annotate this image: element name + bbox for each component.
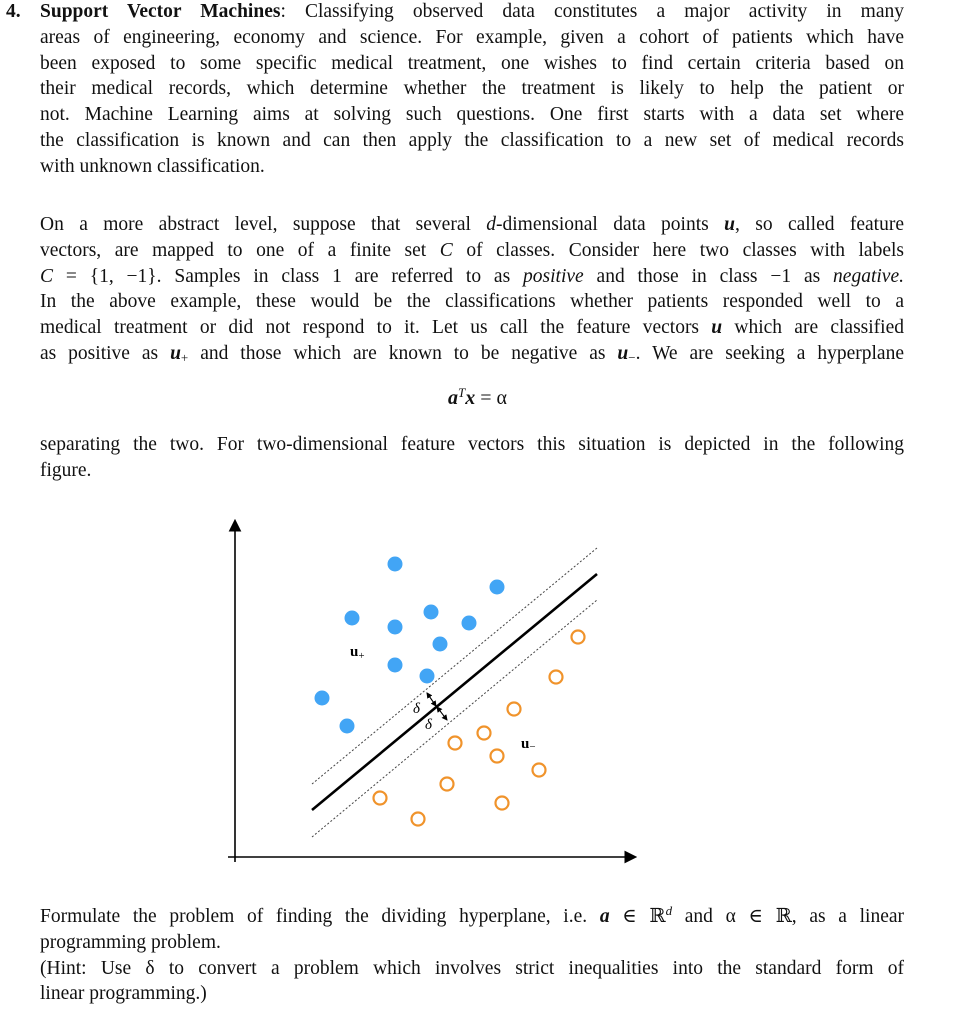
- positive-point: [490, 580, 505, 595]
- problem-title: Support Vector Machines: [40, 1, 281, 22]
- problem-number: 4.: [6, 1, 21, 22]
- abstract-line-1: On a more abstract level, suppose that several d-dimensional data points u, so called feature: [40, 214, 905, 235]
- intro-line-4: their medical records, which determine whether the treatment is likely to help the patient or: [40, 78, 904, 100]
- positive-point: [433, 637, 448, 652]
- delta-arrow-lower-2: [437, 707, 447, 720]
- delta-arrow-upper-2: [427, 693, 436, 706]
- abstract-line-6: as positive as $u_+$ and those which are known to be negative as $u_-$. We are seeking a hyperplane: [40, 342, 904, 365]
- positive-point: [462, 616, 477, 631]
- abstract-line-2: vectors, are mapped to one of a finite set C of classes. Consider here two classes with labels: [40, 239, 904, 261]
- negative-point: [508, 703, 521, 716]
- positive-point: [388, 620, 403, 635]
- intro-line-5: not. Machine Learning aims at solving such questions. One first starts with a data set where: [40, 104, 904, 126]
- hyperplane-equation: $a^Tx = \alpha$: [448, 385, 507, 409]
- abstract-line-5: medical treatment or did not respond to it. Let us call the feature vectors u which are classified: [40, 317, 904, 339]
- negative-point: [449, 737, 462, 750]
- positive-points: [315, 557, 505, 734]
- negative-point: [412, 813, 425, 826]
- positive-point: [315, 691, 330, 706]
- question-hint-line-2: linear programming.): [40, 983, 207, 1005]
- delta-label-lower: δ: [425, 717, 432, 733]
- negative-point: [550, 671, 563, 684]
- figure-intro-line-2: figure.: [40, 459, 92, 481]
- question-paragraph: [40, 904, 904, 1007]
- intro-line-6: the classification is known and can then apply the classification to a new set of medical records: [40, 129, 904, 151]
- negative-point: [491, 750, 504, 763]
- intro-line-1: Support Vector Machines: Classifying observed data constitutes a major activity in many: [40, 1, 904, 22]
- negative-point: [441, 778, 454, 791]
- positive-point: [424, 605, 439, 620]
- negative-point: [533, 764, 546, 777]
- positive-point: [420, 669, 435, 684]
- separating-hyperplane: [312, 574, 597, 810]
- intro-line-2: areas of engineering, economy and science. For example, given a cohort of patients which have: [40, 26, 904, 48]
- positive-point: [388, 658, 403, 673]
- question-line-1: Formulate the problem of finding the dividing hyperplane, i.e. a ∈ ℝ$^d$ and α ∈ ℝ, as a linear: [40, 903, 904, 927]
- positive-point: [345, 611, 360, 626]
- positive-point: [388, 557, 403, 572]
- question-line-2: programming problem.: [40, 931, 221, 953]
- positive-point: [340, 719, 355, 734]
- negative-point: [572, 631, 585, 644]
- negative-point: [496, 797, 509, 810]
- negative-point: [478, 727, 491, 740]
- abstract-line-3: C = {1, −1}. Samples in class 1 are referred to as positive and those in class −1 as negative.: [40, 265, 904, 287]
- delta-label-upper: δ: [413, 701, 420, 717]
- lower-margin-line: [312, 600, 597, 837]
- figure-intro-line-1: separating the two. For two-dimensional feature vectors this situation is depicted in the following: [40, 434, 904, 455]
- negative-points: [374, 631, 585, 826]
- abstract-line-4: In the above example, these would be the classifications whether patients responded well to a: [40, 291, 904, 313]
- intro-line-3: been exposed to some specific medical treatment, one wishes to find certain criteria based on: [40, 52, 904, 74]
- negative-point: [374, 792, 387, 805]
- negative-class-label: u−: [521, 736, 536, 753]
- question-hint-line-1: (Hint: Use δ to convert a problem which involves strict inequalities into the standard form of: [40, 957, 904, 979]
- positive-class-label: $u_+$: [350, 644, 365, 662]
- intro-line-7: with unknown classification.: [40, 155, 265, 177]
